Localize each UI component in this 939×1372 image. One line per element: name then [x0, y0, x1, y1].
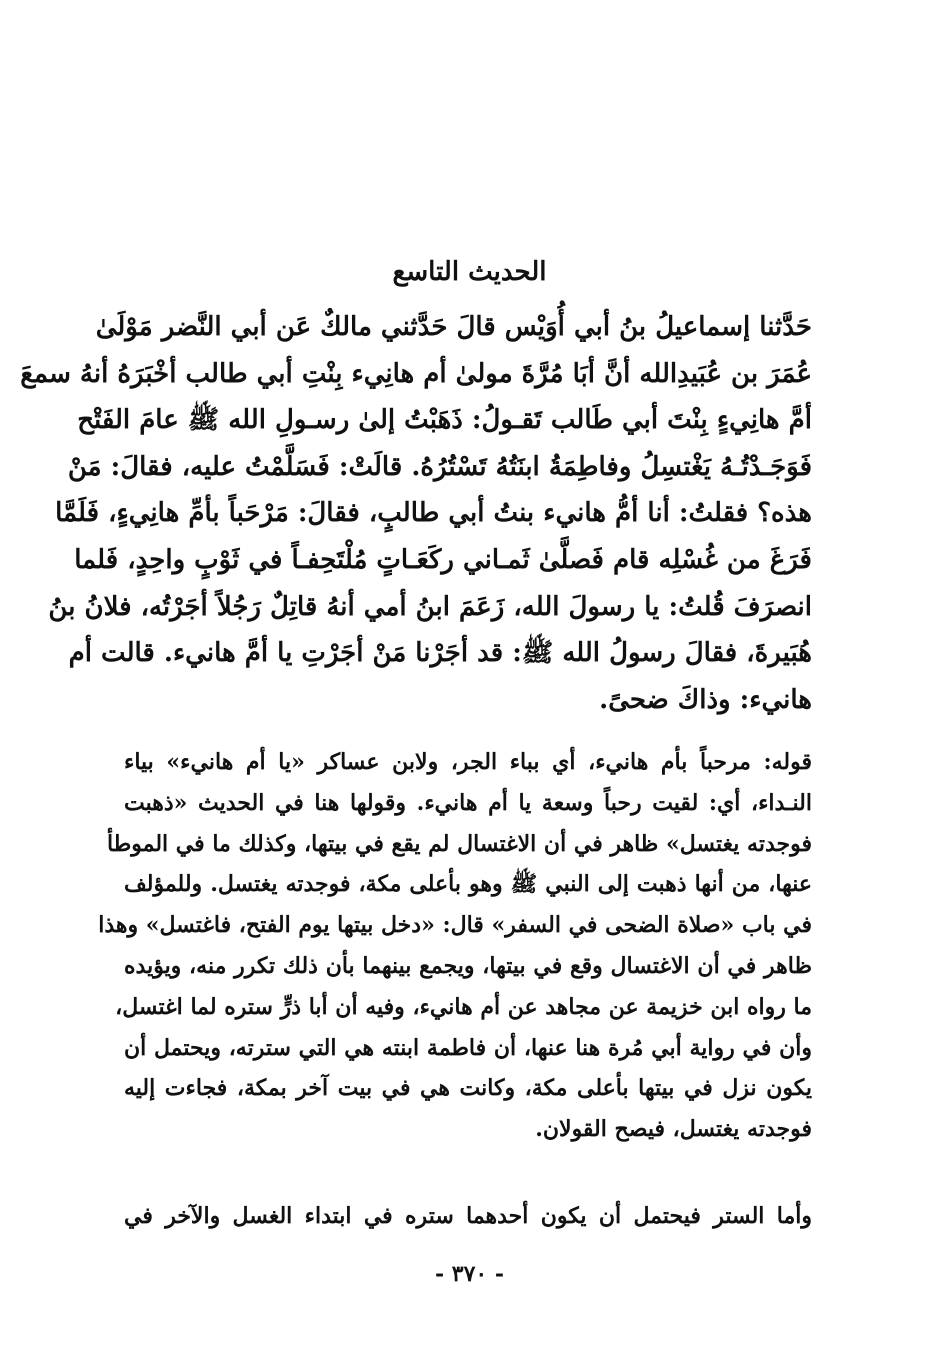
hadith-line: عُمَرَ بن عُبَيدِالله أنَّ أبَا مُرَّةَ مولىٰ أم هانِيء بِنْتِ أبي طالب أخْبَرَهُ أنهُ سمعَ	[20, 358, 812, 389]
hadith-heading: الحديث التاسع	[392, 257, 547, 287]
commentary-line: النـداء، أي: لقيت رحباً وسعة يا أم هانيء. وقولها هنا في الحديث «ذهبت	[124, 789, 812, 816]
hadith-line: فَوَجَـدْتُـهُ يَغْتسِلُ وفاطِمَةُ ابنَتُهُ تَسْتُرُهُ. قالَتْ: فَسَلَّمْتُ عليه، فقالَ: مَنْ	[67, 451, 812, 482]
commentary-line: في باب «صلاة الضحى في السفر» قال: «دخل بيتها يوم الفتح، فاغتسل» وهذا	[98, 912, 812, 939]
continuation-paragraph	[124, 1196, 812, 1236]
page-number: - ٣٧٠ -	[434, 1261, 505, 1287]
hadith-text	[20, 304, 812, 723]
hadith-line: حَدَّثنا إسماعيلُ بنُ أبي أُوَيْس قالَ حَدَّثني مالكٌ عَن أبي النَّضر مَوْلَىٰ	[95, 312, 812, 342]
hadith-line: هانيء: وذاكَ ضحىً.	[599, 684, 812, 715]
commentary-line: ظاهر في أن الاغتسال وقع في بيتها، ويجمع بينهما بأن ذلك تكرر منه، ويؤيده	[124, 952, 812, 979]
commentary-line: عنها، من أنها ذهبت إلى النبي ﷺ وهو بأعلى مكة، فوجدته يغتسل. وللمؤلف	[124, 871, 812, 898]
hadith-line: هُبَيرةَ، فقالَ رسولُ الله ﷺ: قد أجَرْنا مَنْ أجَرْتِ يا أمَّ هانيء. قالت أم	[68, 638, 812, 669]
commentary-line: قوله: مرحباً بأم هانيء، أي بباء الجر، ولابن عساكر «يا أم هانيء» بياء	[124, 749, 812, 775]
commentary-line: يكون نزل في بيتها بأعلى مكة، وكانت هي في بيت آخر بمكة، فجاءت إليه	[124, 1075, 812, 1102]
hadith-line: أمَّ هانِيءٍ بِنْتَ أبي طَالب تَقـولُ: ذَهَبْتُ إلىٰ رسـولِ الله ﷺ عامَ الفَتْح	[77, 405, 812, 436]
commentary-text	[98, 742, 812, 1150]
continuation-line: وأما الستر فيحتمل أن يكون أحدهما ستره في ابتداء الغسل والآخر في	[124, 1203, 812, 1229]
commentary-line: وأن في رواية أبي مُرة هنا عنها، أن فاطمة ابنته هي التي سترته، ويحتمل أن	[124, 1034, 812, 1061]
hadith-line: فَرَغَ من غُسْلِه قام فَصلَّىٰ ثَمـاني ركَعَـاتٍ مُلْتَحِفـاً في ثَوْبٍ واحِدٍ، فَلما	[74, 544, 812, 575]
commentary-line: ما رواه ابن خزيمة عن مجاهد عن أم هانيء، وفيه أن أبا ذرٍّ ستره لما اغتسل،	[115, 993, 812, 1020]
hadith-line: انصرَفَ قُلتُ: يا رسولَ الله، زَعَمَ ابنُ أمي أنهُ قاتِلٌ رَجُلاً أجَرْتُه، فلانُ بنُ	[48, 591, 812, 622]
commentary-line: فوجدته يغتسل» ظاهر في أن الاغتسال لم يقع في بيتها، وكذلك ما في الموطأ	[107, 830, 812, 857]
commentary-line: فوجدته يغتسل، فيصح القولان.	[535, 1116, 812, 1143]
hadith-line: هذه؟ فقلتُ: أنا أمُّ هانيء بنتُ أبي طالبٍ، فقالَ: مَرْحَباً بأمِّ هانِيءٍ، فَلَمَّا	[55, 498, 812, 529]
